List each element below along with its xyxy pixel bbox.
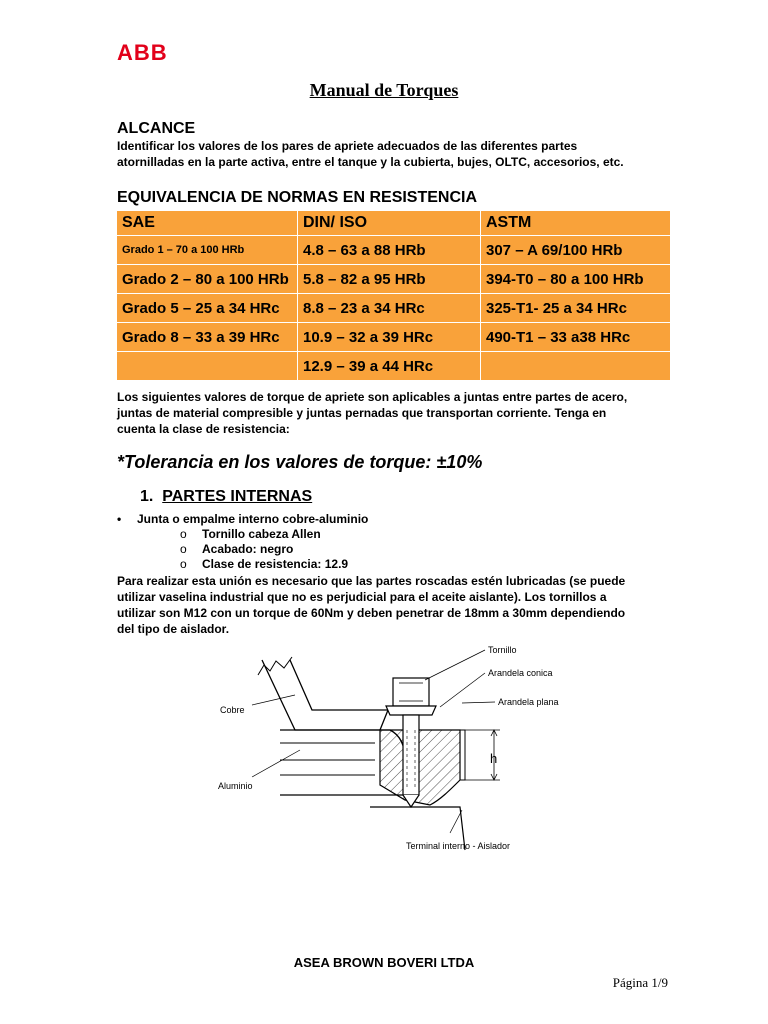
table-header-row: [117, 211, 671, 236]
table-header-cell: DIN/ ISO: [298, 211, 481, 236]
table-cell: 5.8 – 82 a 95 HRb: [298, 265, 481, 294]
table-cell: 8.8 – 23 a 34 HRc: [298, 294, 481, 323]
sub-item-text: Tornillo cabeza Allen: [202, 527, 321, 541]
bullet-marker: •: [117, 512, 122, 526]
sub-item-text: Clase de resistencia: 12.9: [202, 557, 349, 571]
table-header-cell: SAE: [117, 211, 298, 236]
label-cobre: Cobre: [220, 705, 245, 715]
table-cell: Grado 2 – 80 a 100 HRb: [117, 265, 298, 294]
copper-conductor: [262, 660, 388, 730]
sub-item-text: Acabado: negro: [202, 542, 294, 556]
equivalencia-table: [116, 210, 671, 381]
intro-text: [117, 389, 677, 437]
label-arandela-conica: Arandela conica: [488, 668, 553, 678]
terminal-hatched: [380, 730, 460, 805]
table-cell: 4.8 – 63 a 88 HRb: [298, 236, 481, 265]
table-header-cell: ASTM: [481, 211, 671, 236]
bullet-item: [117, 512, 368, 526]
table-cell: 10.9 – 32 a 39 HRc: [298, 323, 481, 352]
intro-line: Los siguientes valores de torque de apriete son aplicables a juntas entre partes de acero,: [117, 390, 628, 404]
sub-marker: o: [180, 527, 187, 541]
paragraph-line: utilizar son M12 con un torque de 60Nm y deben penetrar de 18mm a 30mm dependiendo: [117, 606, 626, 620]
table-cell: 490-T1 – 33 a38 HRc: [481, 323, 671, 352]
label-terminal: Terminal interno - Aislador: [406, 841, 511, 851]
paragraph-line: Para realizar esta unión es necesario que las partes roscadas estén lubricadas (se puede: [117, 574, 626, 588]
dimension-h-label: h: [490, 751, 498, 766]
section-title: PARTES INTERNAS: [162, 488, 313, 505]
equivalencia-heading: EQUIVALENCIA DE NORMAS EN RESISTENCIA: [117, 189, 478, 206]
alcance-line: atornilladas en la parte activa, entre el tanque y la cubierta, bujes, OLTC, accesorios, etc.: [117, 155, 624, 169]
table-cell: [481, 352, 671, 381]
sub-item: [180, 527, 321, 541]
table-row: [117, 352, 671, 381]
alcance-heading: ALCANCE: [117, 120, 196, 137]
table-cell: 12.9 – 39 a 44 HRc: [298, 352, 481, 381]
table-cell: 394-T0 – 80 a 100 HRb: [481, 265, 671, 294]
label-tornillo: Tornillo: [488, 645, 517, 655]
alcance-text: [117, 138, 677, 170]
sub-item: [180, 542, 293, 556]
label-arandela-plana: Arandela plana: [498, 697, 559, 707]
section-1-heading: [140, 488, 312, 506]
intro-line: cuenta la clase de resistencia:: [117, 422, 290, 436]
bullet-text: Junta o empalme interno cobre-aluminio: [137, 512, 369, 526]
paragraph-line: del tipo de aislador.: [117, 622, 230, 636]
bolt-head: [393, 678, 429, 706]
section-1-paragraph: [117, 573, 677, 637]
sub-marker: o: [180, 542, 187, 556]
tolerance-note: *Tolerancia en los valores de torque: ±10%: [117, 452, 483, 472]
table-cell: [117, 352, 298, 381]
abb-logo: ABB: [117, 40, 168, 65]
page-title: Manual de Torques: [309, 80, 459, 100]
sub-item: [180, 557, 348, 571]
table-cell: Grado 1 – 70 a 100 HRb: [117, 236, 298, 265]
paragraph-line: utilizar vaselina industrial que no es perjudicial para el aceite aislante). Los tornillos a: [117, 590, 607, 604]
table-cell: 325-T1- 25 a 34 HRc: [481, 294, 671, 323]
table-row: [117, 294, 671, 323]
section-number: 1.: [140, 488, 154, 505]
joint-diagram: [200, 635, 580, 860]
table-cell: Grado 5 – 25 a 34 HRc: [117, 294, 298, 323]
table-row: [117, 265, 671, 294]
alcance-line: Identificar los valores de los pares de apriete adecuados de las diferentes partes: [117, 139, 578, 153]
page-number: Página 1/9: [612, 975, 668, 990]
intro-line: juntas de material compresible y juntas pernadas que transportan corriente. Tenga en: [117, 406, 607, 420]
table-cell: 307 – A 69/100 HRb: [481, 236, 671, 265]
label-aluminio: Aluminio: [218, 781, 253, 791]
bolt-shank: [403, 715, 419, 795]
table-row: [117, 323, 671, 352]
table-row: [117, 236, 671, 265]
footer-company: ASEA BROWN BOVERI LTDA: [293, 955, 475, 970]
table-cell: Grado 8 – 33 a 39 HRc: [117, 323, 298, 352]
sub-marker: o: [180, 557, 187, 571]
